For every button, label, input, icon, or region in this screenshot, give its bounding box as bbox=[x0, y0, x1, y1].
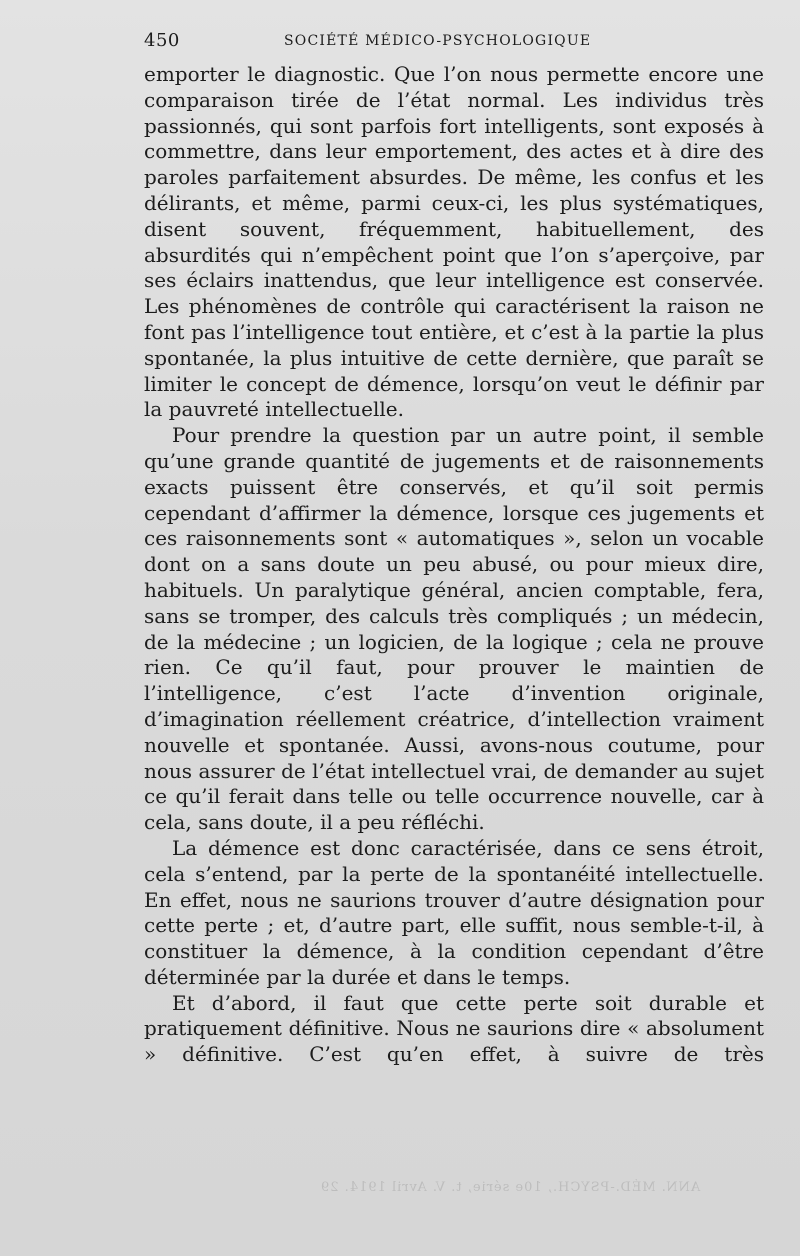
bleed-through-footer: ANN. MÉD.-PSYCH., 10e série, t. V. Avril 1914. 29 bbox=[320, 1180, 701, 1195]
paragraph-1: emporter le diagnostic. Que l’on nous permette encore une comparaison tirée de l’état normal. Les individus très passionnés, qui sont parfois fort intelligents, sont exposés à commettre, dans leur emportement, des actes et à dire des paroles parfaitement absurdes. De même, les confus et les délirants, et même, parmi ceux-ci, les plus systématiques, disent souvent, fréquemment, habituellement, des absurdités qui n’empêchent point que l’on s’aperçoive, par ses éclairs inattendus, que leur intelligence est conservée. Les phénomènes de contrôle qui caractérisent la raison ne font pas l’intelligence tout entière, et c’est à la partie la plus spontanée, la plus intuitive de cette dernière, que paraît se limiter le concept de démence, lorsqu’on veut le définir par la pauvreté intellectuelle. bbox=[144, 62, 764, 422]
paragraph-2: Pour prendre la question par un autre point, il semble qu’une grande quantité de jugements et de raisonnements exacts puissent être conservés, et qu’il soit permis cependant d’affirmer la démence, lorsque ces jugements et ces raisonnements sont « automatiques », selon un vocable dont on a sans doute un peu abusé, ou pour mieux dire, habituels. Un paralytique général, ancien comptable, fera, sans se tromper, des calculs très compliqués ; un médecin, de la médecine ; un logicien, de la logique ; cela ne prouve rien. Ce qu’il faut, pour prouver le maintien de l’intelligence, c’est l’acte d’invention originale, d’imagination réellement créatrice, d’intellection vraiment nouvelle et spontanée. Aussi, avons-nous coutume, pour nous assurer de l’état intellectuel vrai, de demander au sujet ce qu’il ferait dans telle ou telle occurrence nouvelle, car à cela, sans doute, il a peu réfléchi. bbox=[144, 423, 764, 835]
running-head: SOCIÉTÉ MÉDICO-PSYCHOLOGIQUE bbox=[284, 33, 592, 49]
paragraph-4: Et d’abord, il faut que cette perte soit durable et pratiquement définitive. Nous ne saurions dire « absolument » définitive. C’est qu’en effet, à suivre de très bbox=[144, 990, 764, 1067]
page-number: 450 bbox=[144, 30, 180, 51]
paragraph-3: La démence est donc caractérisée, dans ce sens étroit, cela s’entend, par la perte de la spontanéité intellectuelle. En effet, nous ne saurions trouver d’autre désignation pour cette perte ; et, d’autre part, elle suffit, nous semble-t-il, à constituer la démence, à la condition cependant d’être déterminée par la durée et dans le temps. bbox=[144, 835, 764, 989]
page-header bbox=[144, 30, 764, 60]
body-text bbox=[144, 62, 764, 1068]
